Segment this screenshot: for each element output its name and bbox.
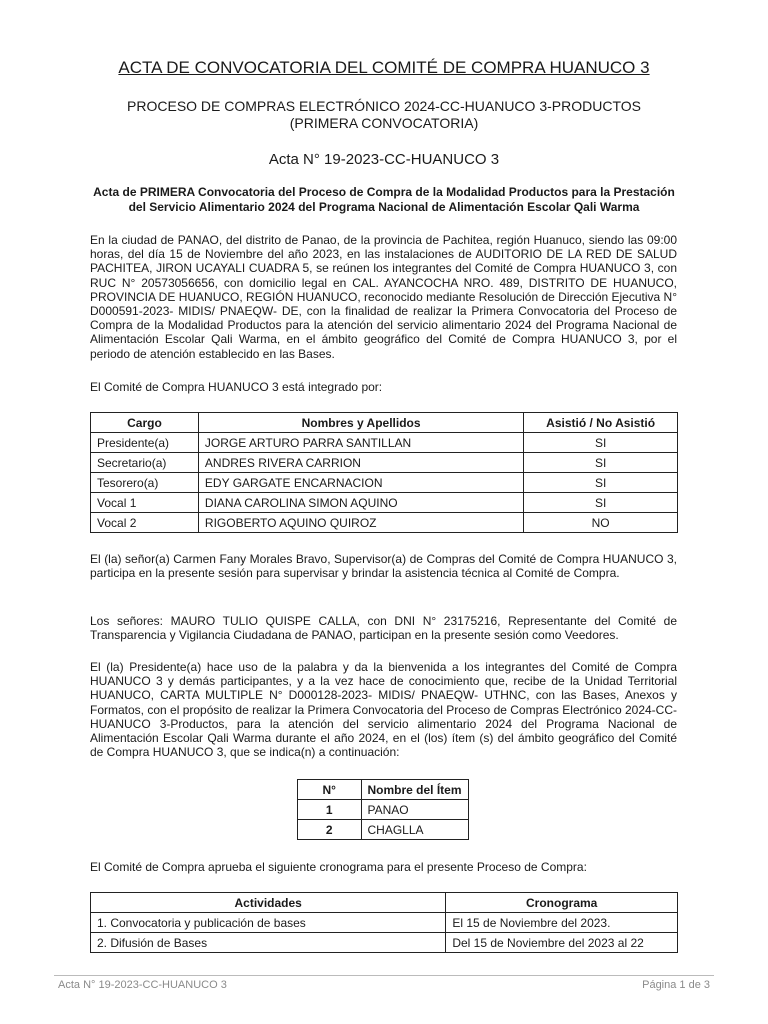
cell-nombre: DIANA CAROLINA SIMON AQUINO [198,493,523,513]
cell-asistio: NO [524,513,678,533]
cell-cronograma: Del 15 de Noviembre del 2023 al 22 [446,933,678,953]
table-row [91,913,678,933]
table-row [91,933,678,953]
table-row [91,493,678,513]
paragraph-veedores: Los señores: MAURO TULIO QUISPE CALLA, con DNI N° 23175216, Representante del Comité de Transparencia y Vigilancia Ciudadana de PANAO, participan en la presente sesión como Veedores. [90,614,677,643]
cell-asistio: SI [524,473,678,493]
cell-item-name: CHAGLLA [361,820,469,840]
header-num: N° [298,780,362,800]
paragraph-president: El (la) Presidente(a) hace uso de la palabra y da la bienvenida a los integrantes del Comité de Compra HUANUCO 3 y demás participantes, y a la vez hace de conocimiento que, recibe de la Unidad Territorial HUANUCO, CARTA MULTIPLE N° D000128-2023- MIDIS/ PNAEQW- UTHNC, con las Bases, Anexos y Formatos, con el propósito de realizar la Primera Convocatoria del Proceso de Compras Electrónico 2024-CC-HUANUCO 3-Productos, para la atención del servicio alimentario 2024 del Programa Nacional de Alimentación Escolar Qali Warma durante el año 2024, en el (los) ítem (s) del ámbito geográfico del Comité de Compra HUANUCO 3, que se indica(n) a continuación: [90,660,677,760]
table-row [91,473,678,493]
table-row [91,433,678,453]
cell-cargo: Presidente(a) [91,433,199,453]
header-item-name: Nombre del Ítem [361,780,469,800]
cell-nombre: ANDRES RIVERA CARRION [198,453,523,473]
intro-heading [90,185,678,215]
subtitle-line-2: (PRIMERA CONVOCATORIA) [289,115,479,131]
cell-nombre: EDY GARGATE ENCARNACION [198,473,523,493]
intro-line-2: del Servicio Alimentario 2024 del Programa Nacional de Alimentación Escolar Qali Warma [128,200,640,214]
header-cargo: Cargo [91,413,199,433]
cell-nombre: JORGE ARTURO PARRA SANTILLAN [198,433,523,453]
footer-page-number: Página 1 de 3 [642,979,710,991]
acta-number: Acta N° 19-2023-CC-HUANUCO 3 [268,151,500,168]
table-row [298,820,469,840]
cell-cargo: Vocal 2 [91,513,199,533]
table-row [91,453,678,473]
table-row [298,800,469,820]
schedule-table-header [91,893,678,913]
schedule-table [90,892,678,953]
cell-asistio: SI [524,493,678,513]
committee-intro: El Comité de Compra HUANUCO 3 está integrado por: [90,380,383,394]
cell-item-num: 2 [298,820,362,840]
cell-cargo: Vocal 1 [91,493,199,513]
table-row [91,513,678,533]
paragraph-opening: En la ciudad de PANAO, del distrito de Panao, de la provincia de Pachitea, región Huanuco, siendo las 09:00 horas, del día 15 de Noviembre del año 2023, en las instalaciones de AUDITORIO DE LA RED DE SALUD PACHITEA, JIRON UCAYALI CUADRA 5, se reúnen los integrantes del Comité de Compra HUANUCO 3, con RUC N° 20573056656, con domicilio legal en CAL. AYANCOCHA NRO. 489, DISTRITO DE HUANUCO, PROVINCIA DE HUANUCO, REGIÓN HUANUCO, reconocido mediante Resolución de Dirección Ejecutiva N° D000591-2023- MIDIS/ PNAEQW- DE, con la finalidad de realizar la Primera Convocatoria del Proceso de Compra de la Modalidad Productos para la atención del servicio alimentario 2024 del Programa Nacional de Alimentación Escolar Qali Warma, en el ámbito geográfico del Comité de Compra HUANUCO 3, por el periodo de atención establecido en las Bases. [90,233,677,361]
cell-actividad: 2. Difusión de Bases [91,933,446,953]
schedule-intro: El Comité de Compra aprueba el siguiente cronograma para el presente Proceso de Compra: [90,860,587,874]
items-table-header [298,780,469,800]
cell-cargo: Tesorero(a) [91,473,199,493]
header-nombres: Nombres y Apellidos [198,413,523,433]
intro-line-1: Acta de PRIMERA Convocatoria del Proceso de Compra de la Modalidad Productos para la Prestación [93,185,675,199]
cell-item-num: 1 [298,800,362,820]
footer-divider [54,975,714,976]
cell-asistio: SI [524,453,678,473]
cell-cronograma: El 15 de Noviembre del 2023. [446,913,678,933]
header-asistio: Asistió / No Asistió [524,413,678,433]
subtitle-line-1: PROCESO DE COMPRAS ELECTRÓNICO 2024-CC-HUANUCO 3-PRODUCTOS [127,98,641,114]
footer-acta-number: Acta N° 19-2023-CC-HUANUCO 3 [58,979,227,991]
members-table [90,412,678,533]
document-subtitle [0,98,768,132]
cell-actividad: 1. Convocatoria y publicación de bases [91,913,446,933]
cell-cargo: Secretario(a) [91,453,199,473]
paragraph-supervisor: El (la) señor(a) Carmen Fany Morales Bravo, Supervisor(a) de Compras del Comité de Compra HUANUCO 3, participa en la presente sesión para supervisar y brindar la asistencia técnica al Comité de Compra. [90,552,677,581]
cell-nombre: RIGOBERTO AQUINO QUIROZ [198,513,523,533]
cell-asistio: SI [524,433,678,453]
header-actividades: Actividades [91,893,446,913]
header-cronograma: Cronograma [446,893,678,913]
items-table [297,779,469,840]
members-table-header [91,413,678,433]
document-title: ACTA DE CONVOCATORIA DEL COMITÉ DE COMPRA HUANUCO 3 [118,58,650,77]
cell-item-name: PANAO [361,800,469,820]
